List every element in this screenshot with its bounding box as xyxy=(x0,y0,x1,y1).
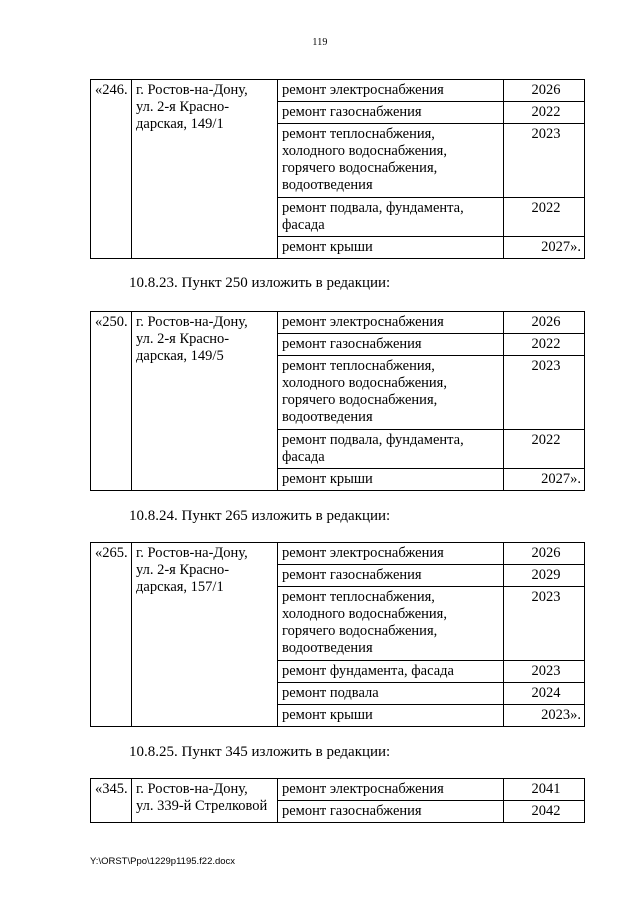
address-line: дарская, 149/5 xyxy=(136,348,224,364)
year-cell: 2026 xyxy=(504,543,585,565)
clause-heading: 10.8.25. Пункт 345 изложить в редакции: xyxy=(129,744,391,760)
year-cell: 2022 xyxy=(504,430,585,469)
address-cell xyxy=(132,779,278,823)
year-cell: 2027». xyxy=(504,237,585,259)
work-type-cell: ремонт газоснабжения xyxy=(278,334,504,356)
work-type-cell: ремонт подвала, фундамента, фасада xyxy=(278,430,504,469)
address-line: ул. 339-й Стрелковой xyxy=(136,798,268,814)
work-type-cell: ремонт теплоснабжения, холодного водоснабжения, горячего водоснабжения, водоотведения xyxy=(278,124,504,198)
address-line: ул. 2-я Красно- xyxy=(136,331,230,347)
file-path-footer: Y:\ORST\Ppo\1229p1195.f22.docx xyxy=(90,856,236,867)
program-table-345 xyxy=(90,778,585,823)
year-cell: 2029 xyxy=(504,565,585,587)
year-cell: 2023 xyxy=(504,661,585,683)
program-table-246 xyxy=(90,79,585,259)
year-cell: 2022 xyxy=(504,334,585,356)
year-cell: 2027». xyxy=(504,469,585,491)
work-type-cell: ремонт фундамента, фасада xyxy=(278,661,504,683)
work-type-cell: ремонт газоснабжения xyxy=(278,565,504,587)
year-cell: 2022 xyxy=(504,102,585,124)
year-cell: 2023». xyxy=(504,705,585,727)
program-table-265 xyxy=(90,542,585,727)
year-cell: 2023 xyxy=(504,124,585,198)
work-type-cell: ремонт крыши xyxy=(278,469,504,491)
address-line: дарская, 149/1 xyxy=(136,116,224,132)
address-line: г. Ростов-на-Дону, xyxy=(136,314,248,330)
work-type-cell: ремонт теплоснабжения, холодного водоснабжения, горячего водоснабжения, водоотведения xyxy=(278,587,504,661)
work-type-cell: ремонт крыши xyxy=(278,705,504,727)
address-line: дарская, 157/1 xyxy=(136,579,224,595)
work-type-cell: ремонт теплоснабжения, холодного водоснабжения, горячего водоснабжения, водоотведения xyxy=(278,356,504,430)
work-type-cell: ремонт электроснабжения xyxy=(278,80,504,102)
work-type-cell: ремонт электроснабжения xyxy=(278,312,504,334)
address-line: г. Ростов-на-Дону, xyxy=(136,781,248,797)
work-type-cell: ремонт газоснабжения xyxy=(278,102,504,124)
address-line: ул. 2-я Красно- xyxy=(136,562,230,578)
item-number: «246. xyxy=(91,80,132,259)
work-type-cell: ремонт подвала xyxy=(278,683,504,705)
year-cell: 2041 xyxy=(504,779,585,801)
page-number: 119 xyxy=(312,37,328,48)
clause-heading: 10.8.23. Пункт 250 изложить в редакции: xyxy=(129,275,391,291)
address-cell xyxy=(132,312,278,491)
item-number: «265. xyxy=(91,543,132,727)
year-cell: 2024 xyxy=(504,683,585,705)
work-type-cell: ремонт подвала, фундамента, фасада xyxy=(278,198,504,237)
address-line: ул. 2-я Красно- xyxy=(136,99,230,115)
year-cell: 2023 xyxy=(504,356,585,430)
year-cell: 2022 xyxy=(504,198,585,237)
work-type-cell: ремонт газоснабжения xyxy=(278,801,504,823)
item-number: «250. xyxy=(91,312,132,491)
year-cell: 2042 xyxy=(504,801,585,823)
year-cell: 2023 xyxy=(504,587,585,661)
address-line: г. Ростов-на-Дону, xyxy=(136,82,248,98)
year-cell: 2026 xyxy=(504,80,585,102)
program-table-250 xyxy=(90,311,585,491)
item-number: «345. xyxy=(91,779,132,823)
work-type-cell: ремонт электроснабжения xyxy=(278,543,504,565)
work-type-cell: ремонт электроснабжения xyxy=(278,779,504,801)
clause-heading: 10.8.24. Пункт 265 изложить в редакции: xyxy=(129,508,391,524)
address-cell xyxy=(132,543,278,727)
address-line: г. Ростов-на-Дону, xyxy=(136,545,248,561)
address-cell xyxy=(132,80,278,259)
work-type-cell: ремонт крыши xyxy=(278,237,504,259)
year-cell: 2026 xyxy=(504,312,585,334)
